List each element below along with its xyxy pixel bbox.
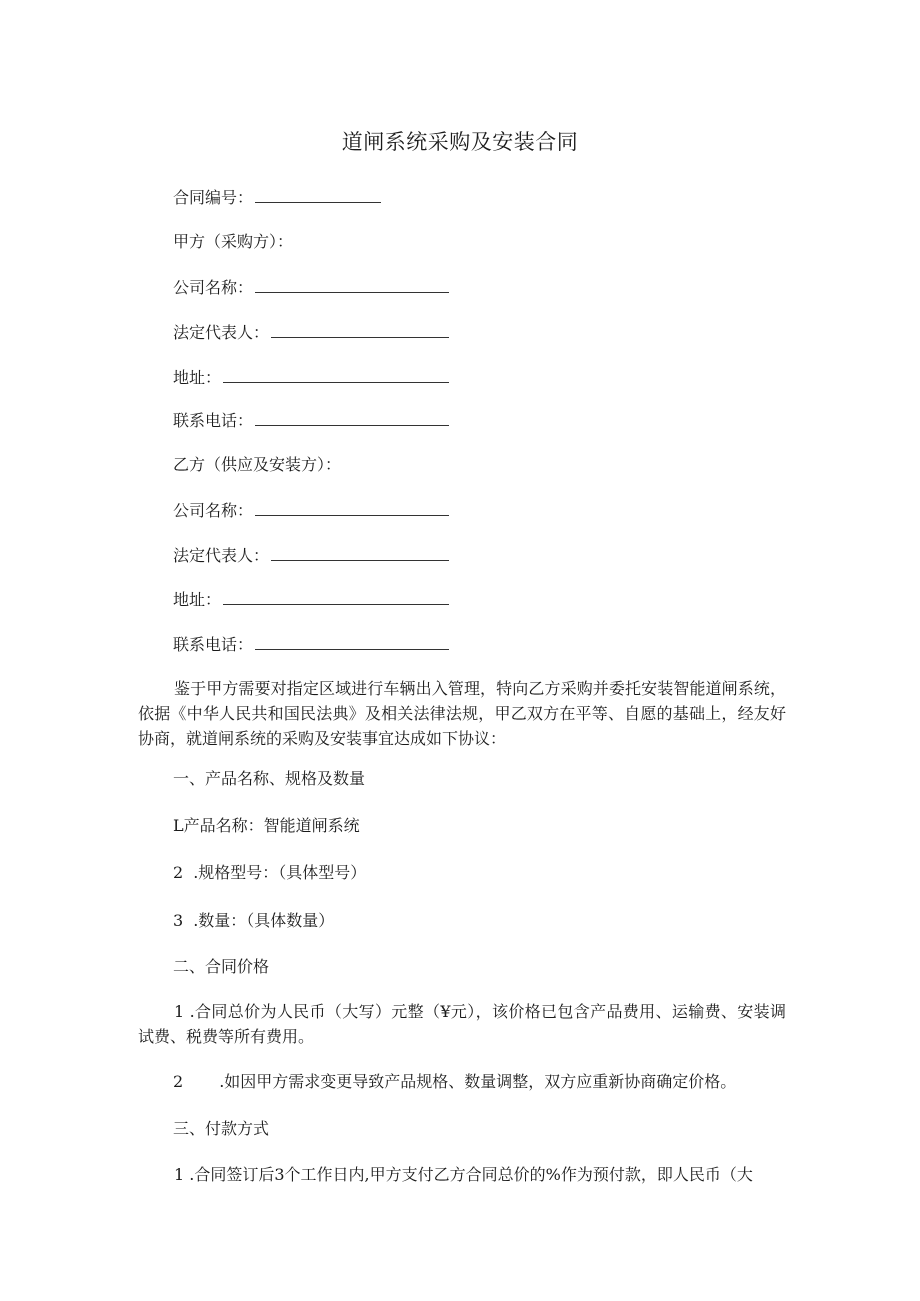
party-b-company-blank	[255, 499, 449, 516]
party-a-address-line	[173, 366, 449, 389]
party-b-address-label: 地址：	[173, 590, 222, 609]
section-2-heading: 二、合同价格	[173, 957, 270, 976]
party-b-company-line	[173, 499, 449, 522]
party-b-company-label: 公司名称：	[173, 501, 254, 520]
party-a-rep-blank	[271, 321, 449, 338]
party-b-address-line	[173, 588, 449, 611]
section-2-item-2	[173, 1071, 736, 1093]
section-2-item-1: 1 .合同总价为人民币（大写）元整（¥元），该价格已包含产品费用、运输费、安装调试费、税费等所有费用。	[138, 1002, 786, 1046]
party-a-company-blank	[255, 276, 449, 293]
party-b-phone-blank	[255, 633, 449, 650]
party-a-address-label: 地址：	[173, 368, 222, 387]
party-b-phone-label: 联系电话：	[173, 635, 254, 654]
contract-number-line	[173, 186, 381, 209]
party-a-phone-line	[173, 409, 449, 432]
party-a-rep-label: 法定代表人：	[173, 323, 270, 342]
section-3-heading: 三、付款方式	[173, 1119, 270, 1138]
party-b-rep-line	[173, 544, 449, 567]
section-3-item-1: 1 .合同签订后3个工作日内,甲方支付乙方合同总价的%作为预付款，即人民币（大	[174, 1165, 753, 1184]
party-a-phone-blank	[255, 409, 449, 426]
party-a-company-line	[173, 276, 449, 299]
party-a-phone-label: 联系电话：	[173, 411, 254, 430]
preamble-paragraph: 鉴于甲方需要对指定区域进行车辆出入管理，特向乙方采购并委托安装智能道闸系统，依据《中华人民共和国民法典》及相关法律法规，甲乙双方在平等、自愿的基础上，经友好协商，就道闸系统的采购及安装事宜达成如下协议：	[138, 679, 786, 748]
party-b-rep-blank	[271, 544, 449, 561]
section-1-item-2	[173, 862, 366, 884]
section-1-item-2-number: 2	[173, 863, 184, 882]
section-1-item-3-text: .数量：（具体数量）	[193, 911, 335, 930]
section-2-item-2-number: 2	[173, 1072, 184, 1091]
party-b-phone-line	[173, 633, 449, 656]
party-b-heading: 乙方（供应及安装方）：	[173, 455, 342, 474]
section-1-heading: 一、产品名称、规格及数量	[173, 769, 366, 788]
party-a-company-label: 公司名称：	[173, 278, 254, 297]
party-b-address-blank	[223, 588, 449, 605]
section-2-item-2-text: .如因甲方需求变更导致产品规格、数量调整，双方应重新协商确定价格。	[219, 1072, 737, 1091]
party-a-address-blank	[223, 366, 449, 383]
section-1-item-3-number: 3	[173, 911, 184, 930]
party-b-rep-label: 法定代表人：	[173, 546, 270, 565]
section-1-item-1: L产品名称：智能道闸系统	[173, 816, 360, 835]
party-a-rep-line	[173, 321, 449, 344]
document-title: 道闸系统采购及安装合同	[341, 130, 579, 154]
party-a-heading: 甲方（采购方）：	[173, 232, 294, 251]
section-1-item-2-text: .规格型号：（具体型号）	[193, 863, 367, 882]
section-1-item-3	[173, 910, 334, 932]
contract-number-label: 合同编号：	[173, 188, 254, 207]
contract-number-blank	[255, 186, 381, 203]
